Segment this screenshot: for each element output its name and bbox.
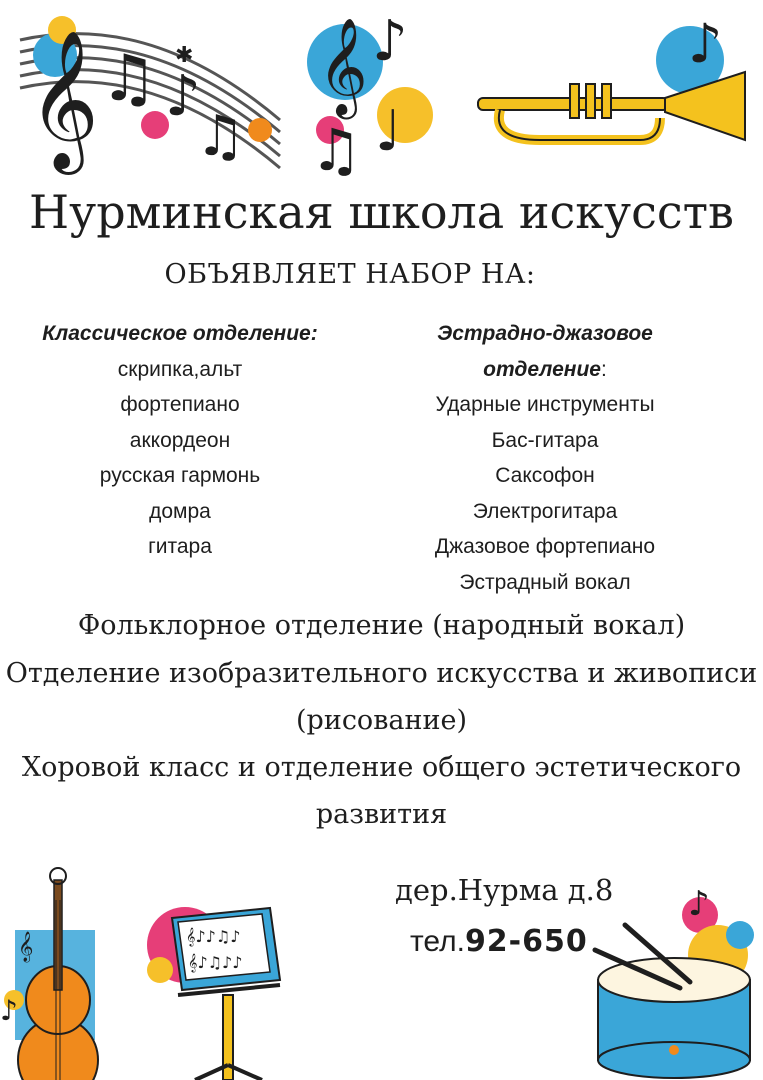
list-item: Саксофон [495, 464, 595, 487]
art-department-line2: (рисование) [296, 705, 467, 736]
list-item: русская гармонь [99, 464, 261, 487]
estrada-heading-line2: отделение [483, 357, 601, 381]
list-item: аккордеон [129, 428, 231, 452]
note-icon: ♩ [375, 99, 402, 164]
classical-department [0, 316, 360, 565]
page-subtitle: ОБЪЯВЛЯЕТ НАБОР НА: [164, 259, 536, 290]
list-item: домра [149, 499, 211, 523]
bottom-decoration [0, 860, 763, 1080]
classical-heading: Классическое отделение: [42, 322, 318, 345]
svg-text:♪: ♪ [688, 884, 710, 924]
music-stand-icon [147, 907, 280, 1080]
svg-text:𝄞♪♫♪♪: 𝄞♪♫♪♪ [188, 953, 243, 972]
list-item: скрипка,альт [117, 357, 243, 381]
list-item: Электрогитара [472, 499, 618, 523]
svg-text:𝄞♪♪♫♪: 𝄞♪♪♫♪ [186, 927, 241, 946]
estrada-heading-line1: Эстрадно-джазовое [437, 322, 653, 345]
choir-department-line1: Хоровой класс и отделение общего эстетического [21, 752, 742, 783]
estrada-heading-colon: : [600, 357, 607, 381]
address: дер.Нурма д.8 [395, 873, 614, 907]
list-item: Джазовое фортепиано [434, 535, 656, 558]
svg-text:𝄞: 𝄞 [18, 932, 34, 962]
choir-department [0, 744, 763, 838]
eighth-note-icon: ♫ [100, 42, 158, 116]
choir-department-line2: развития [315, 799, 448, 830]
drum-icon [595, 884, 754, 1078]
art-department-line1: Отделение изобразительного искусства и живописи [5, 658, 758, 689]
estrada-jazz-department [365, 316, 725, 600]
svg-text:♪: ♪ [0, 994, 18, 1027]
violin-icon [0, 868, 98, 1080]
list-item: Бас-гитара [491, 428, 599, 452]
phone-number: 92-650 [464, 924, 588, 959]
top-decoration [0, 0, 763, 184]
treble-clef-icon: 𝄞 [28, 30, 99, 169]
list-item: фортепиано [120, 393, 240, 416]
folk-department: Фольклорное отделение (народный вокал) [77, 610, 686, 641]
star-icon: ✱ [175, 42, 194, 67]
note-icon: ♪ [165, 64, 201, 129]
phone-label: тел. [410, 925, 465, 958]
list-item: гитара [148, 535, 212, 558]
clef-icon: 𝄞 [318, 17, 368, 115]
beamed-notes-icon: ♫ [195, 104, 246, 169]
list-item: Ударные инструменты [435, 393, 655, 416]
note-icon: ♪ [372, 9, 408, 74]
orange-dot-icon [248, 118, 272, 142]
svg-text:♪: ♪ [688, 12, 723, 75]
beamed-notes-icon: ♫ [310, 116, 362, 184]
page-title: Нурминская школа искусств [29, 185, 734, 239]
art-department [0, 650, 763, 744]
list-item: Эстрадный вокал [459, 570, 631, 594]
trumpet-icon [478, 12, 745, 140]
